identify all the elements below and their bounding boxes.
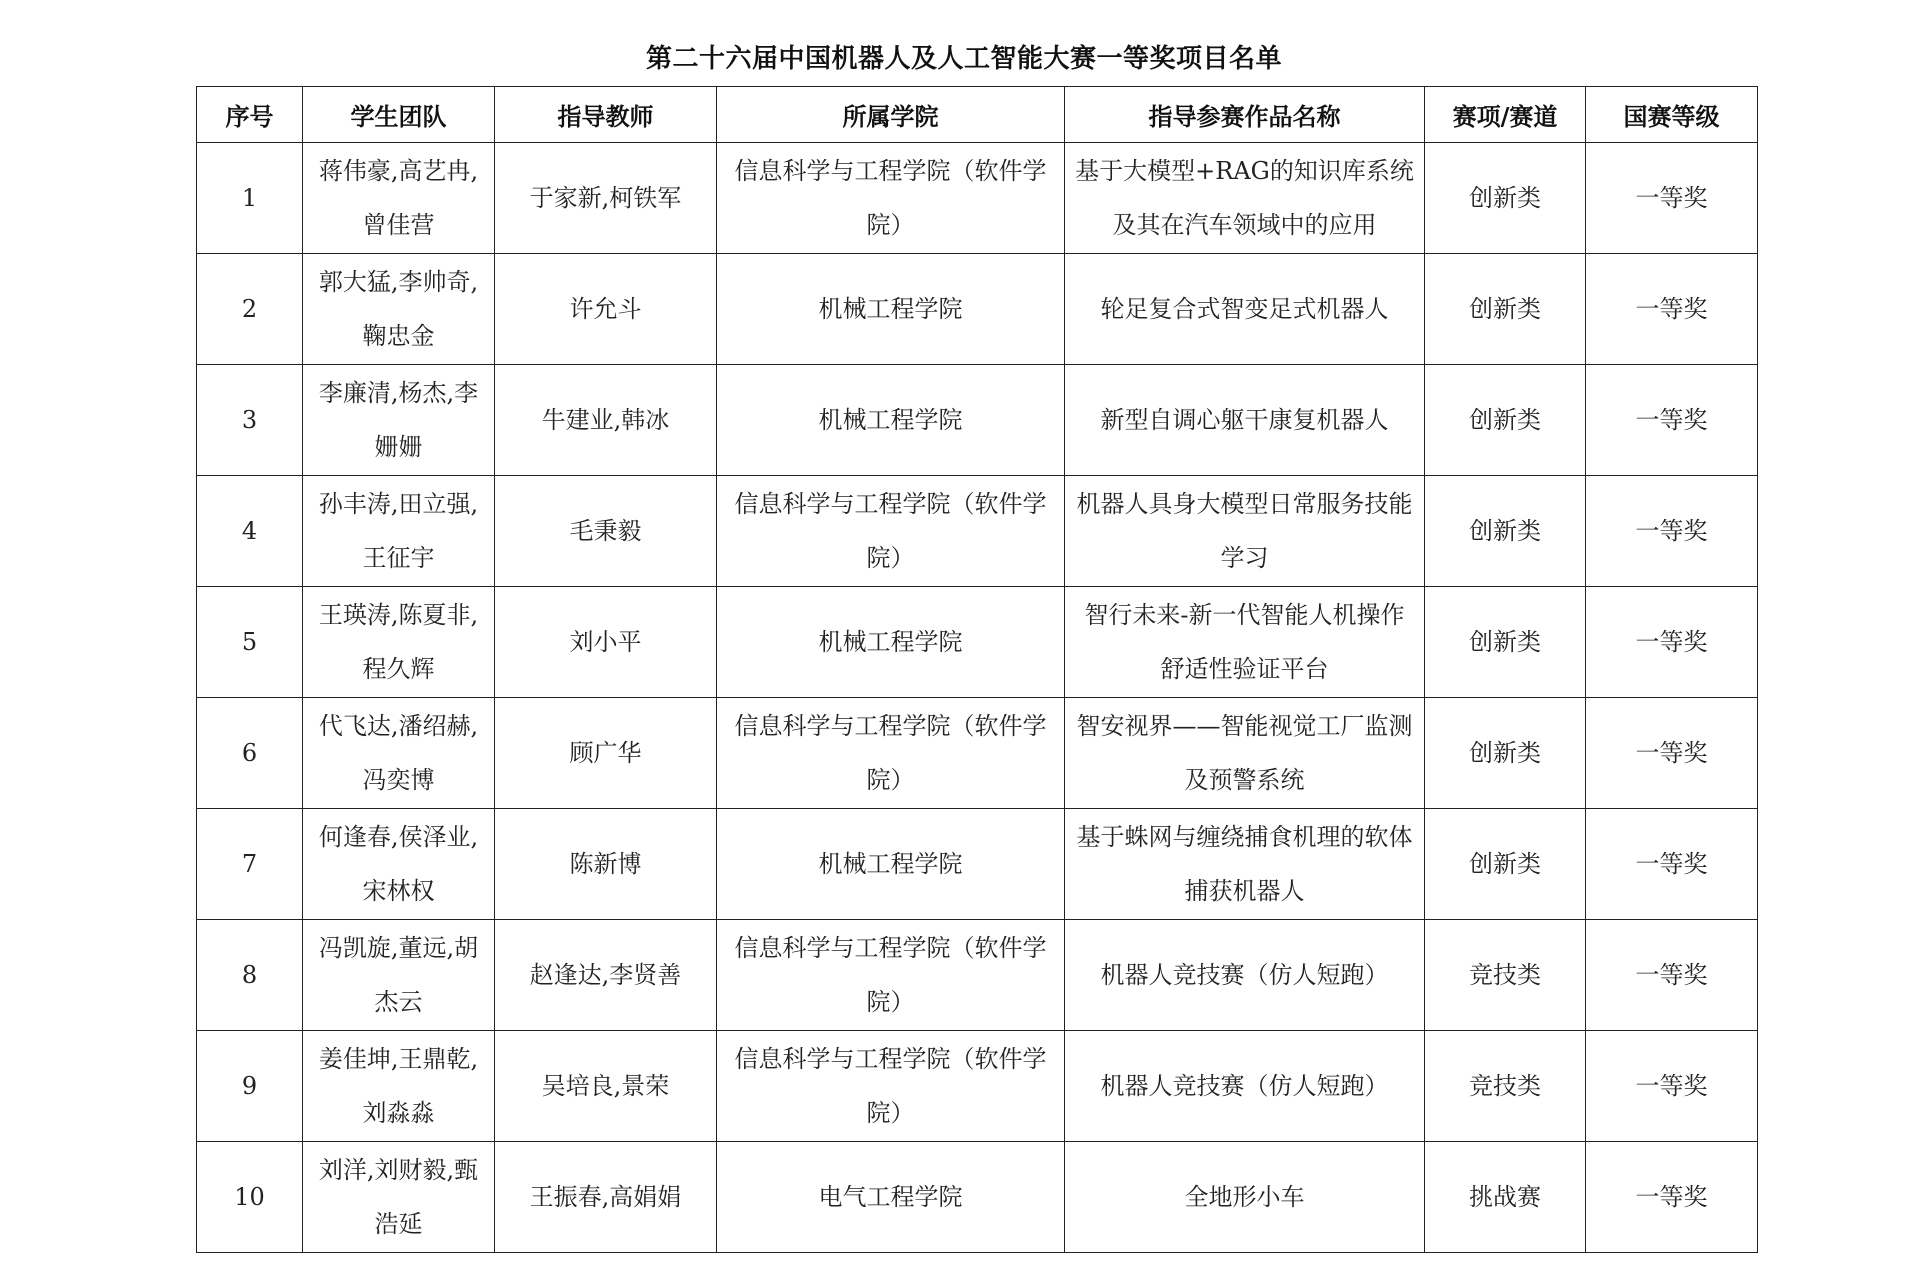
- cell-advisor: 毛秉毅: [495, 476, 717, 587]
- cell-student-team: 何逢春,侯泽业,宋林权: [303, 809, 495, 920]
- cell-college: 机械工程学院: [717, 809, 1065, 920]
- cell-award-level: 一等奖: [1586, 809, 1758, 920]
- header-project-name: 指导参赛作品名称: [1065, 87, 1425, 143]
- cell-advisor: 刘小平: [495, 587, 717, 698]
- cell-index: 6: [197, 698, 303, 809]
- cell-advisor: 吴培良,景荣: [495, 1031, 717, 1142]
- cell-advisor: 王振春,高娟娟: [495, 1142, 717, 1253]
- cell-advisor: 于家新,柯铁军: [495, 143, 717, 254]
- table-row: [197, 698, 1758, 809]
- cell-award-level: 一等奖: [1586, 587, 1758, 698]
- cell-track: 竞技类: [1425, 920, 1586, 1031]
- cell-student-team: 王瑛涛,陈夏非,程久辉: [303, 587, 495, 698]
- cell-index: 3: [197, 365, 303, 476]
- cell-student-team: 代飞达,潘绍赫,冯奕博: [303, 698, 495, 809]
- cell-project-name: 基于大模型+RAG的知识库系统及其在汽车领域中的应用: [1065, 143, 1425, 254]
- cell-student-team: 孙丰涛,田立强,王征宇: [303, 476, 495, 587]
- cell-student-team: 郭大猛,李帅奇,鞠忠金: [303, 254, 495, 365]
- cell-award-level: 一等奖: [1586, 1142, 1758, 1253]
- cell-college: 机械工程学院: [717, 587, 1065, 698]
- table-row: [197, 254, 1758, 365]
- cell-college: 机械工程学院: [717, 254, 1065, 365]
- header-award-level: 国赛等级: [1586, 87, 1758, 143]
- cell-award-level: 一等奖: [1586, 1031, 1758, 1142]
- table-row: [197, 587, 1758, 698]
- cell-project-name: 机器人具身大模型日常服务技能学习: [1065, 476, 1425, 587]
- cell-track: 创新类: [1425, 587, 1586, 698]
- cell-college: 信息科学与工程学院（软件学院）: [717, 920, 1065, 1031]
- cell-track: 创新类: [1425, 809, 1586, 920]
- cell-college: 信息科学与工程学院（软件学院）: [717, 143, 1065, 254]
- cell-project-name: 智行未来-新一代智能人机操作舒适性验证平台: [1065, 587, 1425, 698]
- table-row: [197, 143, 1758, 254]
- cell-index: 4: [197, 476, 303, 587]
- cell-award-level: 一等奖: [1586, 920, 1758, 1031]
- cell-project-name: 基于蛛网与缠绕捕食机理的软体捕获机器人: [1065, 809, 1425, 920]
- cell-project-name: 新型自调心躯干康复机器人: [1065, 365, 1425, 476]
- cell-student-team: 刘洋,刘财毅,甄浩延: [303, 1142, 495, 1253]
- header-college: 所属学院: [717, 87, 1065, 143]
- header-track: 赛项/赛道: [1425, 87, 1586, 143]
- cell-college: 信息科学与工程学院（软件学院）: [717, 476, 1065, 587]
- cell-project-name: 全地形小车: [1065, 1142, 1425, 1253]
- cell-award-level: 一等奖: [1586, 143, 1758, 254]
- cell-project-name: 轮足复合式智变足式机器人: [1065, 254, 1425, 365]
- cell-award-level: 一等奖: [1586, 365, 1758, 476]
- cell-advisor: 许允斗: [495, 254, 717, 365]
- cell-college: 信息科学与工程学院（软件学院）: [717, 1031, 1065, 1142]
- cell-advisor: 顾广华: [495, 698, 717, 809]
- document-title: 第二十六届中国机器人及人工智能大赛一等奖项目名单: [645, 44, 1282, 74]
- cell-project-name: 机器人竞技赛（仿人短跑）: [1065, 920, 1425, 1031]
- award-table: [196, 86, 1758, 1253]
- cell-student-team: 蒋伟豪,高艺冉,曾佳营: [303, 143, 495, 254]
- cell-track: 创新类: [1425, 254, 1586, 365]
- header-index: 序号: [197, 87, 303, 143]
- cell-advisor: 牛建业,韩冰: [495, 365, 717, 476]
- cell-college: 信息科学与工程学院（软件学院）: [717, 698, 1065, 809]
- table-row: [197, 476, 1758, 587]
- cell-track: 挑战赛: [1425, 1142, 1586, 1253]
- cell-student-team: 姜佳坤,王鼎乾,刘淼淼: [303, 1031, 495, 1142]
- table-row: [197, 1031, 1758, 1142]
- cell-award-level: 一等奖: [1586, 254, 1758, 365]
- cell-index: 5: [197, 587, 303, 698]
- cell-college: 机械工程学院: [717, 365, 1065, 476]
- header-advisor: 指导教师: [495, 87, 717, 143]
- cell-index: 8: [197, 920, 303, 1031]
- cell-award-level: 一等奖: [1586, 698, 1758, 809]
- cell-student-team: 冯凯旋,董远,胡杰云: [303, 920, 495, 1031]
- cell-advisor: 陈新博: [495, 809, 717, 920]
- table-row: [197, 920, 1758, 1031]
- cell-track: 创新类: [1425, 143, 1586, 254]
- cell-project-name: 智安视界——智能视觉工厂监测及预警系统: [1065, 698, 1425, 809]
- cell-project-name: 机器人竞技赛（仿人短跑）: [1065, 1031, 1425, 1142]
- cell-track: 创新类: [1425, 365, 1586, 476]
- table-row: [197, 365, 1758, 476]
- cell-award-level: 一等奖: [1586, 476, 1758, 587]
- cell-index: 7: [197, 809, 303, 920]
- header-student-team: 学生团队: [303, 87, 495, 143]
- cell-index: 9: [197, 1031, 303, 1142]
- table-row: [197, 1142, 1758, 1253]
- cell-track: 竞技类: [1425, 1031, 1586, 1142]
- cell-index: 2: [197, 254, 303, 365]
- cell-student-team: 李廉清,杨杰,李姗姗: [303, 365, 495, 476]
- cell-index: 10: [197, 1142, 303, 1253]
- cell-track: 创新类: [1425, 476, 1586, 587]
- table-header-row: [197, 87, 1758, 143]
- table-row: [197, 809, 1758, 920]
- cell-college: 电气工程学院: [717, 1142, 1065, 1253]
- cell-index: 1: [197, 143, 303, 254]
- cell-track: 创新类: [1425, 698, 1586, 809]
- cell-advisor: 赵逢达,李贤善: [495, 920, 717, 1031]
